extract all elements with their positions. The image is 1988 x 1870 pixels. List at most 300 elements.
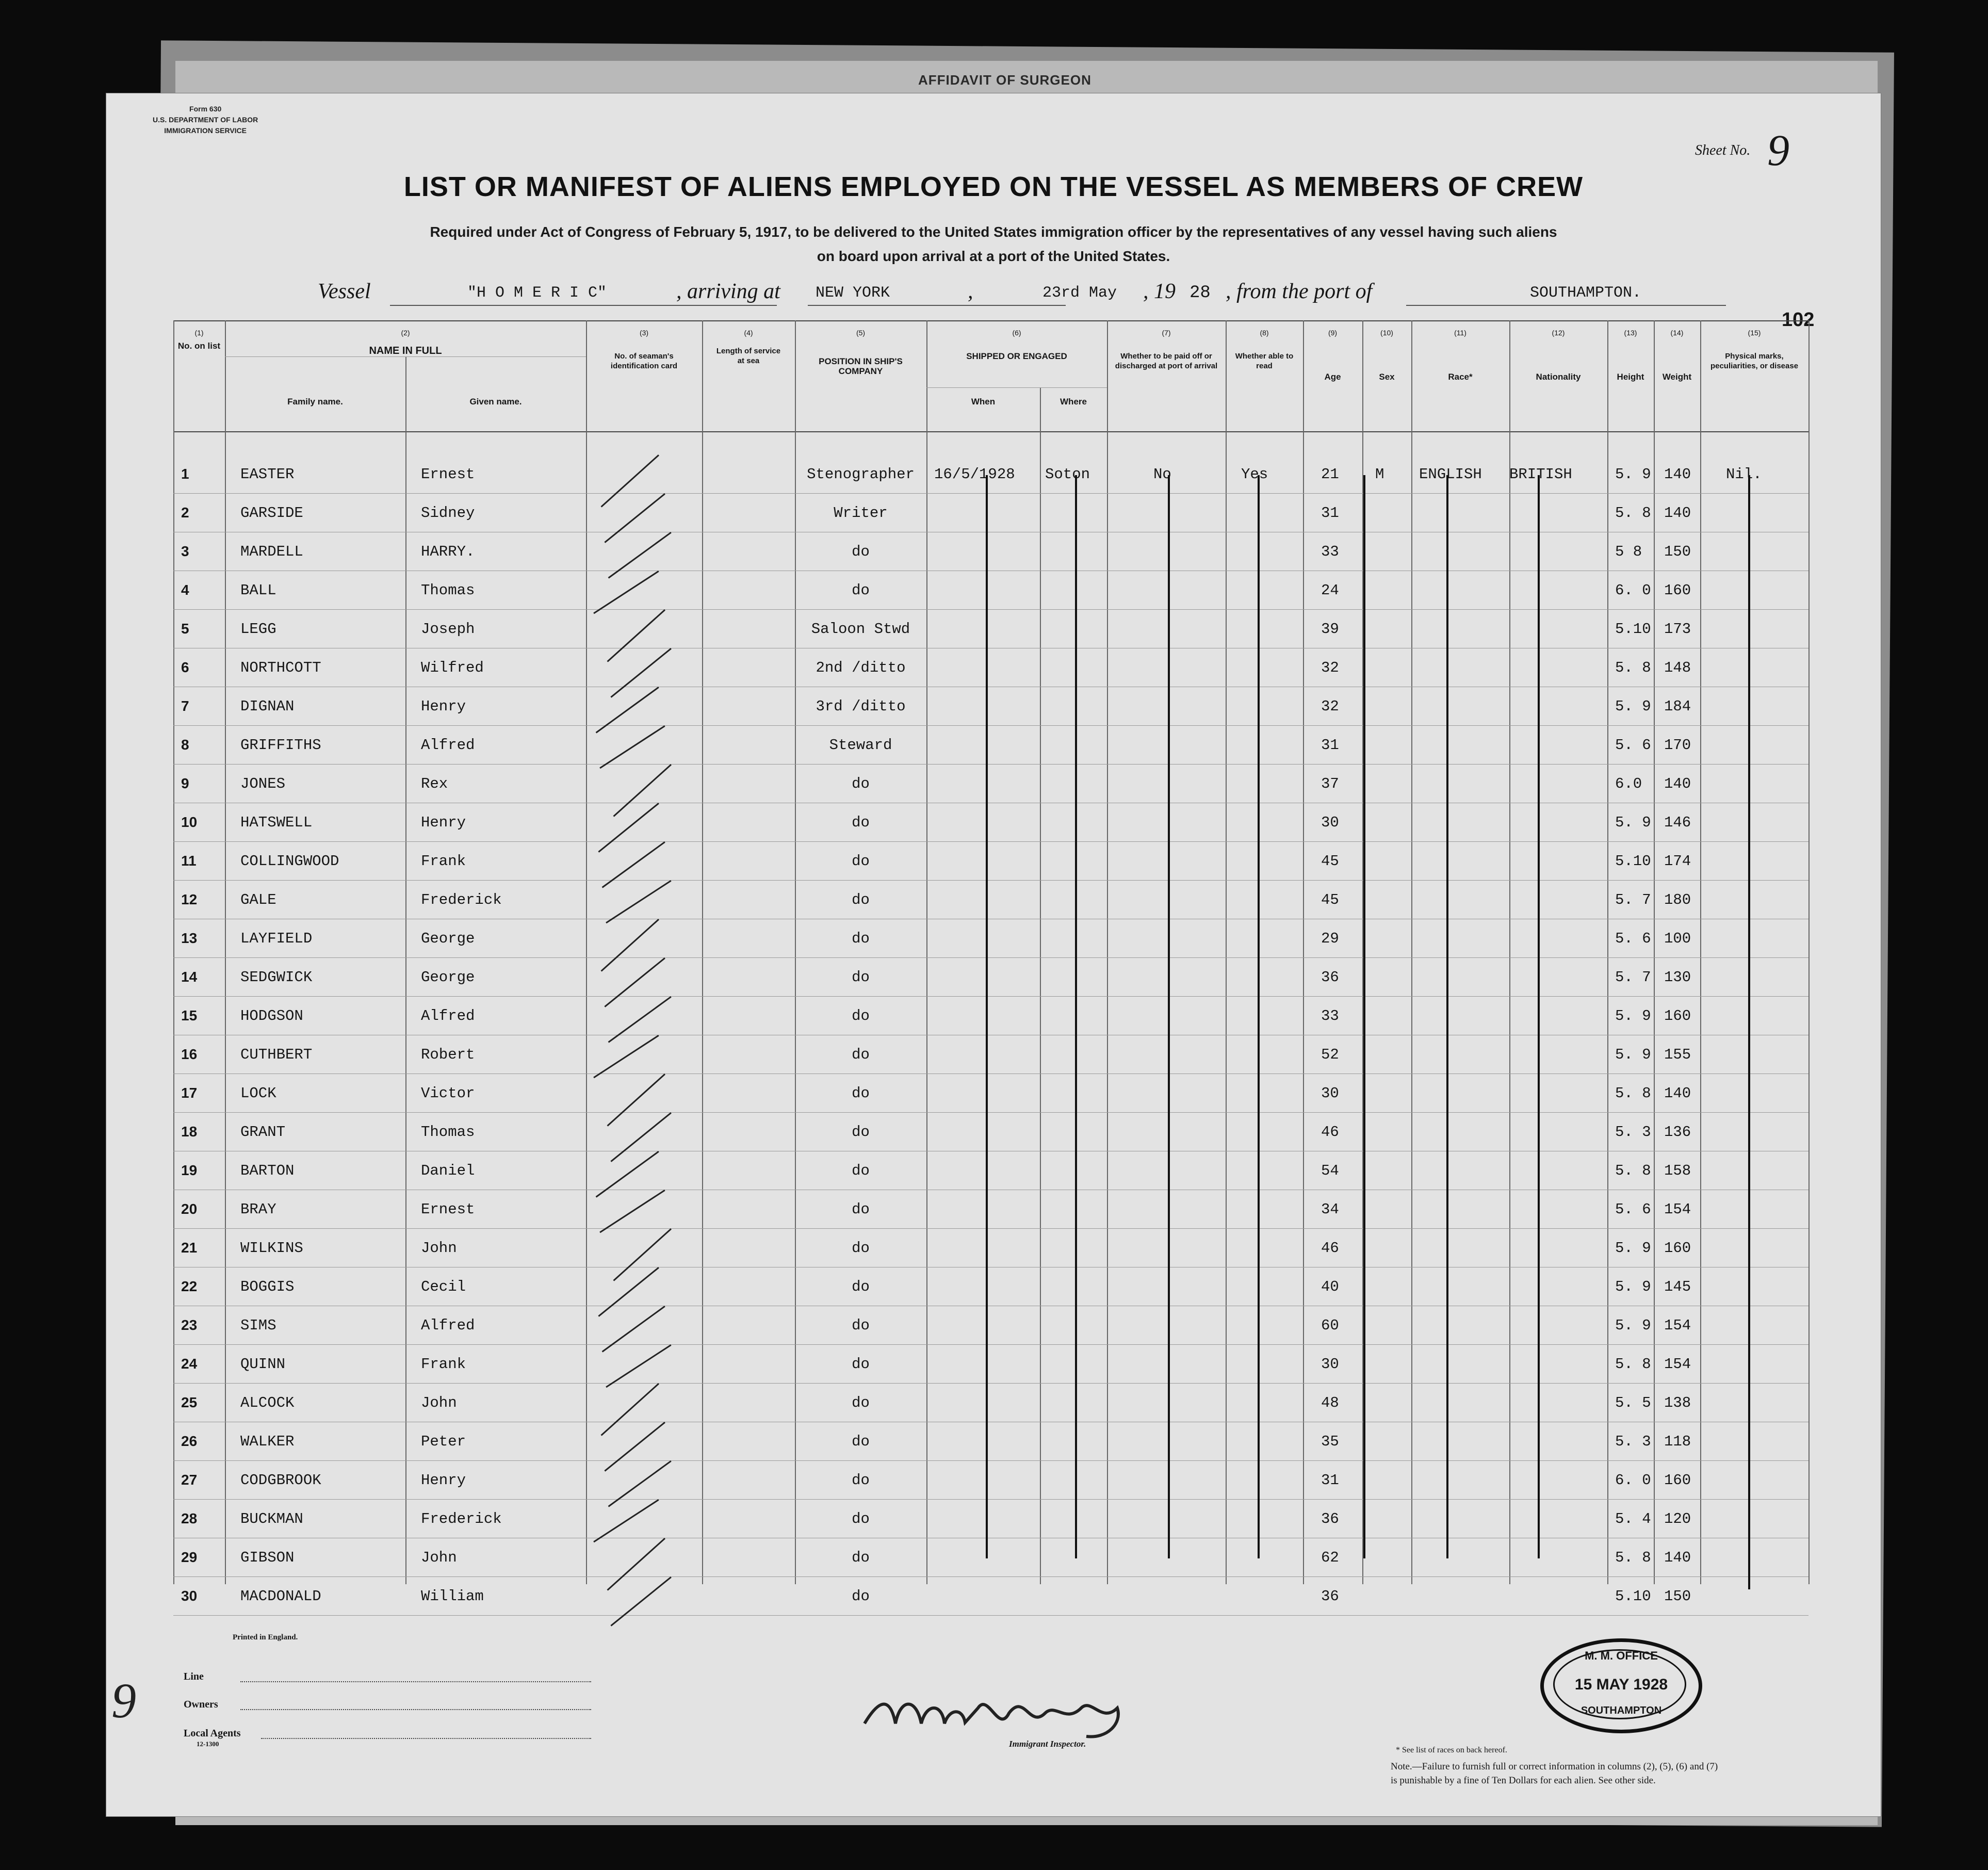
id-card-check-mark [606, 880, 671, 923]
margin-note: 9 [111, 1673, 136, 1728]
table-row [106, 571, 1881, 609]
height: 5. 5 [1615, 1394, 1651, 1411]
table-row [106, 1112, 1881, 1151]
line-label: Line [184, 1671, 204, 1682]
family-name: GALE [240, 891, 276, 908]
position: do [852, 1317, 870, 1334]
given-name: Robert [421, 1046, 475, 1063]
family-name: DIGNAN [240, 698, 295, 715]
weight: 155 [1664, 1046, 1691, 1063]
row-number: 6 [181, 659, 189, 675]
table-row [106, 648, 1881, 687]
height: 5. 9 [1615, 1046, 1651, 1063]
weight: 160 [1664, 1007, 1691, 1025]
height: 6.0 [1615, 775, 1642, 792]
table-row [106, 880, 1881, 919]
table-row [106, 996, 1881, 1035]
position: do [852, 1356, 870, 1373]
table-row [106, 957, 1881, 996]
owners-label: Owners [184, 1699, 218, 1710]
position: do [852, 969, 870, 986]
age: 31 [1321, 737, 1339, 754]
row-number: 10 [181, 814, 198, 830]
age: 24 [1321, 582, 1339, 599]
position: do [852, 891, 870, 908]
family-name: BOGGIS [240, 1278, 295, 1295]
form-number: Form 630 [189, 105, 222, 113]
height: 5. 8 [1615, 1162, 1651, 1179]
position: 3rd /ditto [816, 698, 906, 715]
height: 5. 4 [1615, 1510, 1651, 1527]
col-7-num: (7) [1162, 329, 1171, 337]
row-number: 25 [181, 1394, 198, 1410]
arriving-label: , arriving at [676, 280, 780, 303]
age: 29 [1321, 930, 1339, 947]
col-10-num: (10) [1380, 329, 1393, 337]
height: 5. 9 [1615, 1278, 1651, 1295]
stamp-date: 15 MAY 1928 [1574, 1676, 1668, 1693]
weight: 174 [1664, 853, 1691, 870]
given-name: Frederick [421, 891, 502, 908]
given-name: Joseph [421, 621, 475, 638]
given-name: George [421, 930, 475, 947]
col-2-num: (2) [401, 329, 410, 337]
row-number: 3 [181, 543, 189, 559]
position: do [852, 1085, 870, 1102]
race: ENGLISH [1419, 466, 1482, 483]
age: 31 [1321, 505, 1339, 522]
ditto-line-when [986, 475, 988, 1558]
family-name: GRIFFITHS [240, 737, 321, 754]
table-row [106, 1035, 1881, 1074]
given-name: Victor [421, 1085, 475, 1102]
arriving-port: NEW YORK [816, 284, 890, 302]
col-3-head: No. of seaman's identification card [610, 352, 678, 370]
nationality: BRITISH [1509, 466, 1572, 483]
age: 46 [1321, 1240, 1339, 1257]
weight: 160 [1664, 582, 1691, 599]
position: do [852, 814, 870, 831]
subtitle-line-1: Required under Act of Congress of February 5, 1917, to be delivered to the United States immigration officer by the representatives of any vessel having such aliens [430, 224, 1557, 240]
col-10-head: Sex [1379, 372, 1395, 382]
col-14-num: (14) [1670, 329, 1684, 337]
line-fill [240, 1681, 591, 1682]
row-number: 21 [181, 1240, 198, 1256]
given-name: Henry [421, 814, 466, 831]
row-number: 17 [181, 1085, 198, 1101]
weight: 170 [1664, 737, 1691, 754]
age: 52 [1321, 1046, 1339, 1063]
height: 5. 8 [1615, 1085, 1651, 1102]
position: do [852, 930, 870, 947]
given-name: Henry [421, 1472, 466, 1489]
given-name: Peter [421, 1433, 466, 1450]
weight: 140 [1664, 1085, 1691, 1102]
agents-label: Local Agents [184, 1728, 241, 1739]
given-name: Sidney [421, 505, 475, 522]
col-9-head: Age [1324, 372, 1341, 382]
position: do [852, 1007, 870, 1025]
age: 45 [1321, 891, 1339, 908]
position: do [852, 582, 870, 599]
sex: M [1375, 466, 1384, 483]
position: do [852, 853, 870, 870]
col-15-num: (15) [1748, 329, 1761, 337]
height: 5. 9 [1615, 1240, 1651, 1257]
given-name: Henry [421, 698, 466, 715]
weight: 118 [1664, 1433, 1691, 1450]
row-number: 1 [181, 466, 189, 482]
physical-marks: Nil. [1726, 466, 1762, 483]
id-card-check-mark [599, 725, 665, 769]
manifest-page [106, 93, 1881, 1817]
arrival-date: 23rd May [1042, 284, 1117, 302]
age: 31 [1321, 1472, 1339, 1489]
id-card-check-mark [610, 1576, 671, 1627]
table-row [106, 1576, 1881, 1615]
position: do [852, 543, 870, 560]
family-name: BARTON [240, 1162, 295, 1179]
age: 48 [1321, 1394, 1339, 1411]
position: do [852, 1162, 870, 1179]
age: 34 [1321, 1201, 1339, 1218]
paid-off: No [1153, 466, 1171, 483]
height: 5. 6 [1615, 930, 1651, 947]
col-5-head: POSITION IN SHIP'S COMPANY [819, 356, 903, 376]
age: 40 [1321, 1278, 1339, 1295]
col-2b-head: Given name. [469, 397, 522, 406]
weight: 160 [1664, 1472, 1691, 1489]
from-label: , from the port of [1226, 280, 1373, 303]
table-row [106, 1422, 1881, 1460]
age: 45 [1321, 853, 1339, 870]
height: 5. 8 [1615, 659, 1651, 676]
col-7-head: Whether to be paid off or discharged at port of arrival [1115, 352, 1218, 370]
position: 2nd /ditto [816, 659, 906, 676]
table-row [106, 1074, 1881, 1112]
row-number: 8 [181, 737, 189, 753]
weight: 136 [1664, 1124, 1691, 1141]
family-name: LEGG [240, 621, 276, 638]
age: 30 [1321, 814, 1339, 831]
department: U.S. DEPARTMENT OF LABOR [153, 116, 258, 124]
family-name: MARDELL [240, 543, 303, 560]
row-number: 29 [181, 1549, 198, 1565]
ditto-line-sex [1363, 475, 1365, 1558]
age: 36 [1321, 1510, 1339, 1527]
sheet-no-label: Sheet No. [1695, 142, 1751, 158]
col-14-head: Weight [1662, 372, 1692, 382]
page-subtitle [323, 220, 1664, 268]
family-name: COLLINGWOOD [240, 853, 339, 870]
ditto-line-race [1446, 475, 1448, 1558]
row-number: 2 [181, 505, 189, 521]
given-name: Wilfred [421, 659, 484, 676]
given-name: Daniel [421, 1162, 475, 1179]
vessel-name: "H O M E R I C" [467, 284, 607, 302]
col-3-num: (3) [639, 329, 649, 337]
year-prefix: , 19 [1143, 280, 1176, 303]
row-number: 20 [181, 1201, 198, 1217]
mm-office-stamp [1540, 1638, 1702, 1733]
family-name: QUINN [240, 1356, 286, 1373]
table-row [106, 725, 1881, 764]
height: 5. 8 [1615, 505, 1651, 522]
age: 32 [1321, 659, 1339, 676]
table-row [106, 1306, 1881, 1344]
age: 21 [1321, 466, 1339, 483]
weight: 140 [1664, 505, 1691, 522]
col-12-num: (12) [1552, 329, 1565, 337]
row-number: 4 [181, 582, 189, 598]
age: 36 [1321, 1588, 1339, 1605]
family-name: SEDGWICK [240, 969, 313, 986]
family-name: WALKER [240, 1433, 295, 1450]
position: do [852, 1394, 870, 1411]
age: 30 [1321, 1085, 1339, 1102]
given-name: William [421, 1588, 484, 1605]
given-name: Alfred [421, 737, 475, 754]
family-name: HATSWELL [240, 814, 313, 831]
weight: 158 [1664, 1162, 1691, 1179]
height: 5.10 [1615, 621, 1651, 638]
col-4-head: Length of service at sea [716, 347, 781, 365]
family-name: EASTER [240, 466, 295, 483]
row-number: 7 [181, 698, 189, 714]
from-port: SOUTHAMPTON. [1530, 284, 1642, 302]
age: 60 [1321, 1317, 1339, 1334]
col-6-num: (6) [1012, 329, 1021, 337]
age: 33 [1321, 1007, 1339, 1025]
manifest-table [106, 320, 1881, 1605]
height: 5 8 [1615, 543, 1642, 560]
weight: 100 [1664, 930, 1691, 947]
table-row [106, 1151, 1881, 1190]
row-number: 9 [181, 775, 189, 791]
family-name: HODGSON [240, 1007, 303, 1025]
position: do [852, 1472, 870, 1489]
given-name: Ernest [421, 1201, 475, 1218]
position: Stenographer [807, 466, 915, 483]
col-11-head: Race* [1448, 372, 1473, 382]
table-row [106, 1460, 1881, 1499]
position: do [852, 1124, 870, 1141]
vessel-fill-line [390, 305, 777, 306]
age: 32 [1321, 698, 1339, 715]
family-name: BRAY [240, 1201, 276, 1218]
col-5-num: (5) [856, 329, 866, 337]
table-row [106, 1499, 1881, 1538]
family-name: SIMS [240, 1317, 276, 1334]
col-13-head: Height [1617, 372, 1644, 382]
page-count: 102 [1782, 309, 1815, 331]
table-row [106, 1228, 1881, 1267]
sheet-no-value: 9 [1767, 125, 1789, 175]
table-row [106, 841, 1881, 880]
col-8-head: Whether able to read [1235, 352, 1294, 370]
comma-sep: , [968, 280, 973, 303]
inspector-signature [859, 1677, 1148, 1749]
family-name: CODGBROOK [240, 1472, 321, 1489]
row-number: 27 [181, 1472, 198, 1488]
shipped-when: 16/5/1928 [934, 466, 1015, 483]
row-number: 12 [181, 891, 198, 907]
table-row [106, 1344, 1881, 1383]
position: Steward [829, 737, 892, 754]
family-name: GRANT [240, 1124, 286, 1141]
height: 5.10 [1615, 1588, 1651, 1605]
arriving-fill-line [808, 305, 1066, 306]
able-to-read: Yes [1241, 466, 1268, 483]
col-13-num: (13) [1624, 329, 1637, 337]
agents-fill [261, 1738, 591, 1739]
table-top-rule [173, 320, 1808, 321]
row-number: 24 [181, 1356, 198, 1372]
position: do [852, 1201, 870, 1218]
table-row [106, 1383, 1881, 1422]
family-name: WILKINS [240, 1240, 303, 1257]
weight: 184 [1664, 698, 1691, 715]
family-name: GARSIDE [240, 505, 303, 522]
col-2a-head: Family name. [287, 397, 343, 406]
family-name: LAYFIELD [240, 930, 313, 947]
ditto-line-marks [1748, 475, 1750, 1589]
position: do [852, 1433, 870, 1450]
col-6a-head: When [971, 397, 996, 406]
height: 5.10 [1615, 853, 1651, 870]
ditto-line-paid [1168, 475, 1170, 1558]
col-8-num: (8) [1260, 329, 1269, 337]
owners-fill [240, 1709, 591, 1710]
row-number: 13 [181, 930, 198, 946]
given-name: Frank [421, 853, 466, 870]
given-name: HARRY. [421, 543, 475, 560]
position: Writer [834, 505, 888, 522]
given-name: Cecil [421, 1278, 466, 1295]
weight: 154 [1664, 1201, 1691, 1218]
given-name: Thomas [421, 1124, 475, 1141]
weight: 140 [1664, 466, 1691, 483]
col-6b-head: Where [1060, 397, 1087, 406]
family-name: JONES [240, 775, 286, 792]
col-6-head: SHIPPED OR ENGAGED [966, 351, 1067, 361]
col-4-num: (4) [744, 329, 753, 337]
id-card-check-mark [593, 1035, 659, 1078]
name-subrule [225, 356, 586, 357]
weight: 140 [1664, 775, 1691, 792]
height: 5. 9 [1615, 466, 1651, 483]
height: 5. 7 [1615, 891, 1651, 908]
height: 5. 3 [1615, 1433, 1651, 1450]
given-name: John [421, 1240, 457, 1257]
col-9-num: (9) [1328, 329, 1338, 337]
table-row [106, 609, 1881, 648]
family-name: CUTHBERT [240, 1046, 313, 1063]
family-name: BUCKMAN [240, 1510, 303, 1527]
table-row [106, 687, 1881, 725]
family-name: GIBSON [240, 1549, 295, 1566]
height: 5. 9 [1615, 1007, 1651, 1025]
table-row [106, 454, 1881, 493]
id-card-check-mark [593, 571, 659, 614]
position: do [852, 1510, 870, 1527]
age: 33 [1321, 543, 1339, 560]
family-name: ALCOCK [240, 1394, 295, 1411]
note-line-1: Note.—Failure to furnish full or correct information in columns (2), (5), (6) and (7) [1391, 1761, 1718, 1772]
weight: 160 [1664, 1240, 1691, 1257]
age: 46 [1321, 1124, 1339, 1141]
table-row [106, 919, 1881, 957]
row-number: 23 [181, 1317, 198, 1333]
given-name: Ernest [421, 466, 475, 483]
weight: 146 [1664, 814, 1691, 831]
form-code: 12-1300 [197, 1740, 219, 1748]
table-row [106, 493, 1881, 532]
position: do [852, 1240, 870, 1257]
row-number: 16 [181, 1046, 198, 1062]
printed-in: Printed in England. [233, 1633, 298, 1641]
stamp-top-text: M. M. OFFICE [1585, 1649, 1658, 1662]
height: 5. 6 [1615, 1201, 1651, 1218]
given-name: John [421, 1549, 457, 1566]
height: 5. 9 [1615, 1317, 1651, 1334]
row-number: 26 [181, 1433, 198, 1449]
page-title: LIST OR MANIFEST OF ALIENS EMPLOYED ON THE VESSEL AS MEMBERS OF CREW [403, 171, 1584, 202]
row-number: 14 [181, 969, 198, 985]
weight: 138 [1664, 1394, 1691, 1411]
height: 5. 8 [1615, 1356, 1651, 1373]
given-name: George [421, 969, 475, 986]
row-number: 28 [181, 1510, 198, 1526]
row-number: 15 [181, 1007, 198, 1023]
table-row [106, 1538, 1881, 1576]
subtitle-line-2: on board upon arrival at a port of the United States. [817, 248, 1170, 264]
height: 6. 0 [1615, 1472, 1651, 1489]
form-info [153, 104, 258, 136]
table-row [106, 803, 1881, 841]
id-card-check-mark [606, 1344, 671, 1388]
age: 62 [1321, 1549, 1339, 1566]
position: do [852, 1046, 870, 1063]
row-number: 18 [181, 1124, 198, 1140]
weight: 180 [1664, 891, 1691, 908]
vessel-label: Vessel [318, 280, 371, 303]
weight: 150 [1664, 543, 1691, 560]
table-row [106, 764, 1881, 803]
given-name: Thomas [421, 582, 475, 599]
weight: 148 [1664, 659, 1691, 676]
height: 5. 6 [1615, 737, 1651, 754]
col-1-num: (1) [194, 329, 204, 337]
back-sheet-title: AFFIDAVIT OF SURGEON [918, 72, 1091, 88]
header-bottom-rule [173, 431, 1808, 432]
inspector-label: Immigrant Inspector. [1009, 1739, 1086, 1749]
position: do [852, 775, 870, 792]
ditto-line-where [1075, 475, 1077, 1558]
id-card-check-mark [593, 1499, 659, 1542]
given-name: Alfred [421, 1007, 475, 1025]
row-number: 30 [181, 1588, 198, 1604]
age: 54 [1321, 1162, 1339, 1179]
row-number: 19 [181, 1162, 198, 1178]
position: do [852, 1549, 870, 1566]
shipped-where: Soton [1045, 466, 1090, 483]
col-12-head: Nationality [1536, 372, 1581, 382]
weight: 120 [1664, 1510, 1691, 1527]
table-row [106, 1190, 1881, 1228]
col-2-head: NAME IN FULL [369, 345, 442, 356]
given-name: Frederick [421, 1510, 502, 1527]
